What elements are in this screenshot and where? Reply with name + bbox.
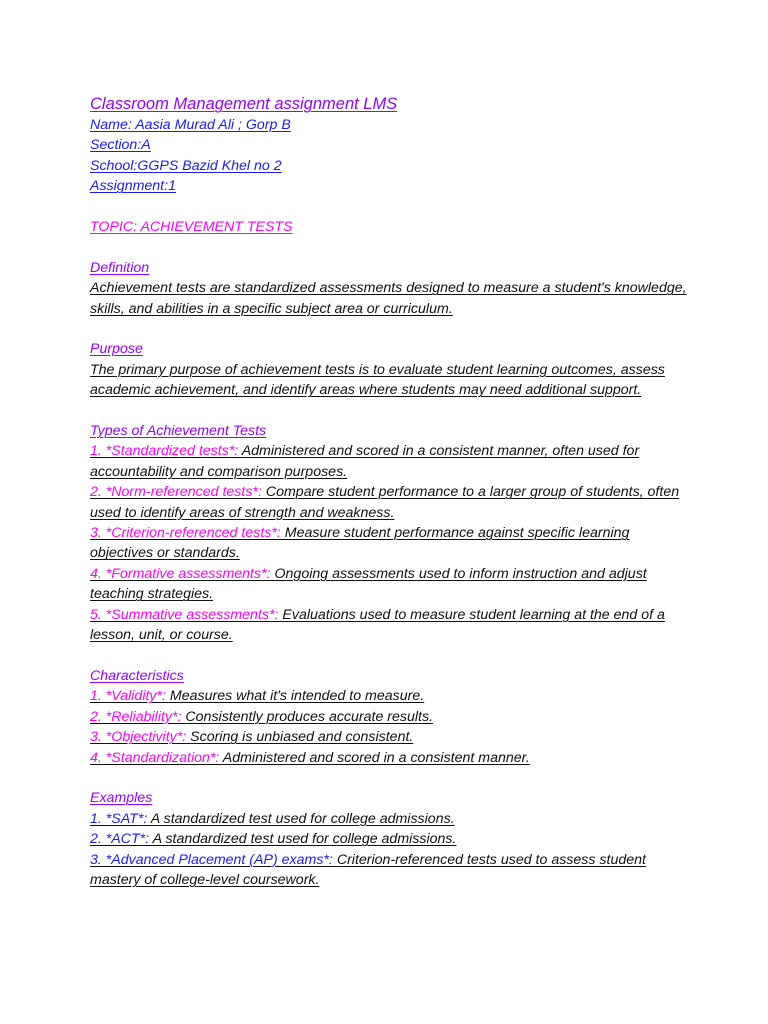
list-item — [90, 829, 690, 849]
types-item-label: 5. *Summative assessments*: — [90, 606, 283, 623]
characteristic-label: 2. *Reliability*: — [90, 708, 186, 725]
types-item-text: Measure student performance against specific learning objectives or standards. — [90, 525, 630, 562]
types-item-text: Ongoing assessments used to inform instruction and adjust teaching strategies. — [90, 565, 647, 603]
characteristic-label: 4. *Standardization*: — [90, 749, 223, 766]
example-label: 1. *SAT*: — [90, 810, 151, 827]
characteristic-text: Administered and scored in a consistent manner. — [222, 749, 530, 766]
document-page — [90, 93, 690, 890]
types-heading: Types of Achievement Tests — [90, 423, 267, 440]
student-section: Section:A — [90, 137, 151, 154]
types-item-text: Compare student performance to a larger group of students, often used to identify areas of strength and weakness. — [90, 484, 680, 521]
characteristic-text: Consistently produces accurate results. — [185, 708, 434, 725]
characteristic-text: Measures what it's intended to measure. — [169, 688, 425, 705]
characteristic-text: Scoring is unbiased and consistent. — [190, 729, 414, 746]
list-item — [90, 707, 690, 727]
list-item — [90, 809, 690, 829]
types-item-label: 4. *Formative assessments*: — [90, 565, 275, 582]
definition-text: Achievement tests are standardized assessments designed to measure a student's knowledge, skills, and abilities in a specific subject area or curriculum. — [90, 280, 687, 317]
types-item-label: 2. *Norm-referenced tests*: — [90, 484, 266, 501]
purpose-heading: Purpose — [90, 341, 143, 358]
example-label: 2. *ACT*: — [90, 831, 153, 848]
types-item-label: 1. *Standardized tests*: — [90, 443, 242, 460]
example-text: Criterion-referenced tests used to assess student mastery of college-level coursework. — [90, 851, 646, 888]
list-item — [90, 727, 690, 747]
types-item-label: 3. *Criterion-referenced tests*: — [90, 525, 285, 542]
definition-heading: Definition — [90, 259, 150, 276]
list-item — [90, 605, 690, 646]
list-item — [90, 564, 690, 605]
types-item-text: Administered and scored in a consistent manner, often used for accountability and comparison purposes. — [90, 443, 640, 480]
examples-heading: Examples — [90, 790, 153, 807]
purpose-text: The primary purpose of achievement tests is to evaluate student learning outcomes, assess academic achievement, and identify areas where students may need additional support. — [90, 361, 665, 399]
list-item — [90, 748, 690, 768]
example-text: A standardized test used for college admissions. — [150, 810, 455, 827]
list-item — [90, 441, 690, 482]
list-item — [90, 482, 690, 523]
list-item — [90, 850, 690, 891]
characteristic-label: 3. *Objectivity*: — [90, 729, 191, 746]
list-item — [90, 686, 690, 706]
topic-heading: TOPIC: ACHIEVEMENT TESTS — [90, 219, 293, 236]
characteristics-heading: Characteristics — [90, 667, 184, 684]
characteristic-label: 1. *Validity*: — [90, 688, 170, 705]
example-label: 3. *Advanced Placement (AP) exams*: — [90, 851, 337, 868]
types-item-text: Evaluations used to measure student learning at the end of a lesson, unit, or course. — [90, 606, 665, 644]
list-item — [90, 523, 690, 564]
page-title: Classroom Management assignment LMS — [90, 95, 398, 113]
student-name: Name: Aasia Murad Ali ; Gorp B — [90, 117, 291, 133]
assignment-number: Assignment:1 — [90, 178, 176, 195]
student-school: School:GGPS Bazid Khel no 2 — [90, 157, 282, 174]
example-text: A standardized test used for college admissions. — [152, 831, 457, 848]
